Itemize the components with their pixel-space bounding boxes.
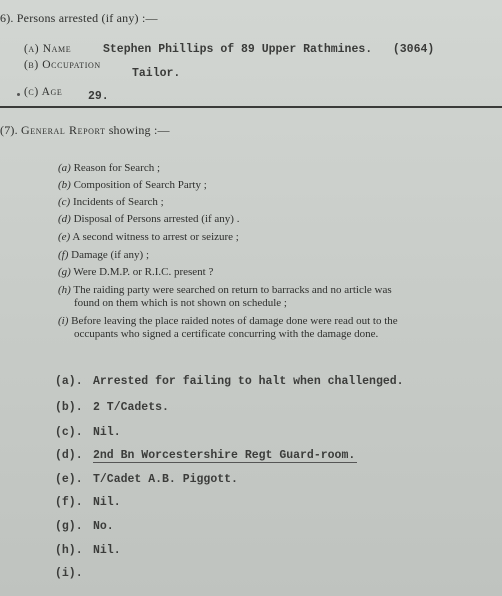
occupation-label: (b) Occupation bbox=[24, 59, 101, 71]
report-item-c: (c) Incidents of Search ; bbox=[58, 196, 164, 208]
report-item-i-cont: occupants who signed a certificate concurring with the damage done. bbox=[74, 328, 379, 340]
report-item-f: (f) Damage (if any) ; bbox=[58, 249, 150, 261]
answer-g: (g). No. bbox=[55, 520, 114, 533]
report-item-b: (b) Composition of Search Party ; bbox=[58, 179, 207, 191]
report-item-g: (g) Were D.M.P. or R.I.C. present ? bbox=[58, 266, 214, 278]
ink-dot bbox=[17, 93, 20, 96]
report-item-a: (a) Reason for Search ; bbox=[58, 162, 161, 174]
answer-h: (h). Nil. bbox=[55, 544, 121, 557]
answer-i: (i). bbox=[55, 567, 83, 580]
answer-c: (c). Nil. bbox=[55, 426, 121, 439]
answer-b: (b). 2 T/Cadets. bbox=[55, 401, 169, 414]
section-divider bbox=[0, 106, 502, 108]
report-item-i: (i) Before leaving the place raided notes of damage done were read out to the bbox=[58, 315, 398, 327]
section-7-title: (7). General Report showing :— bbox=[0, 123, 170, 137]
answer-f: (f). Nil. bbox=[55, 496, 121, 509]
name-number: (3064) bbox=[392, 43, 435, 56]
report-item-e: (e) A second witness to arrest or seizure ; bbox=[58, 231, 239, 243]
report-item-d: (d) Disposal of Persons arrested (if any) . bbox=[58, 213, 240, 225]
age-value: 29. bbox=[88, 90, 109, 103]
answer-a: (a). Arrested for failing to halt when challenged. bbox=[55, 375, 404, 388]
occupation-value: Tailor. bbox=[132, 67, 181, 80]
age-label: (c) Age bbox=[24, 86, 63, 98]
report-item-h: (h) The raiding party were searched on return to barracks and no article was bbox=[58, 284, 392, 296]
name-value: Stephen Phillips of 89 Upper Rathmines. (3064) bbox=[103, 43, 435, 56]
section-6-title: 6). Persons arrested (if any) :— bbox=[0, 11, 158, 25]
answer-d: (d). 2nd Bn Worcestershire Regt Guard-room. bbox=[55, 449, 356, 462]
name-label: (a) Name bbox=[24, 43, 72, 55]
report-item-h-cont: found on them which is not shown on schedule ; bbox=[74, 297, 287, 309]
answer-e: (e). T/Cadet A.B. Piggott. bbox=[55, 473, 238, 486]
